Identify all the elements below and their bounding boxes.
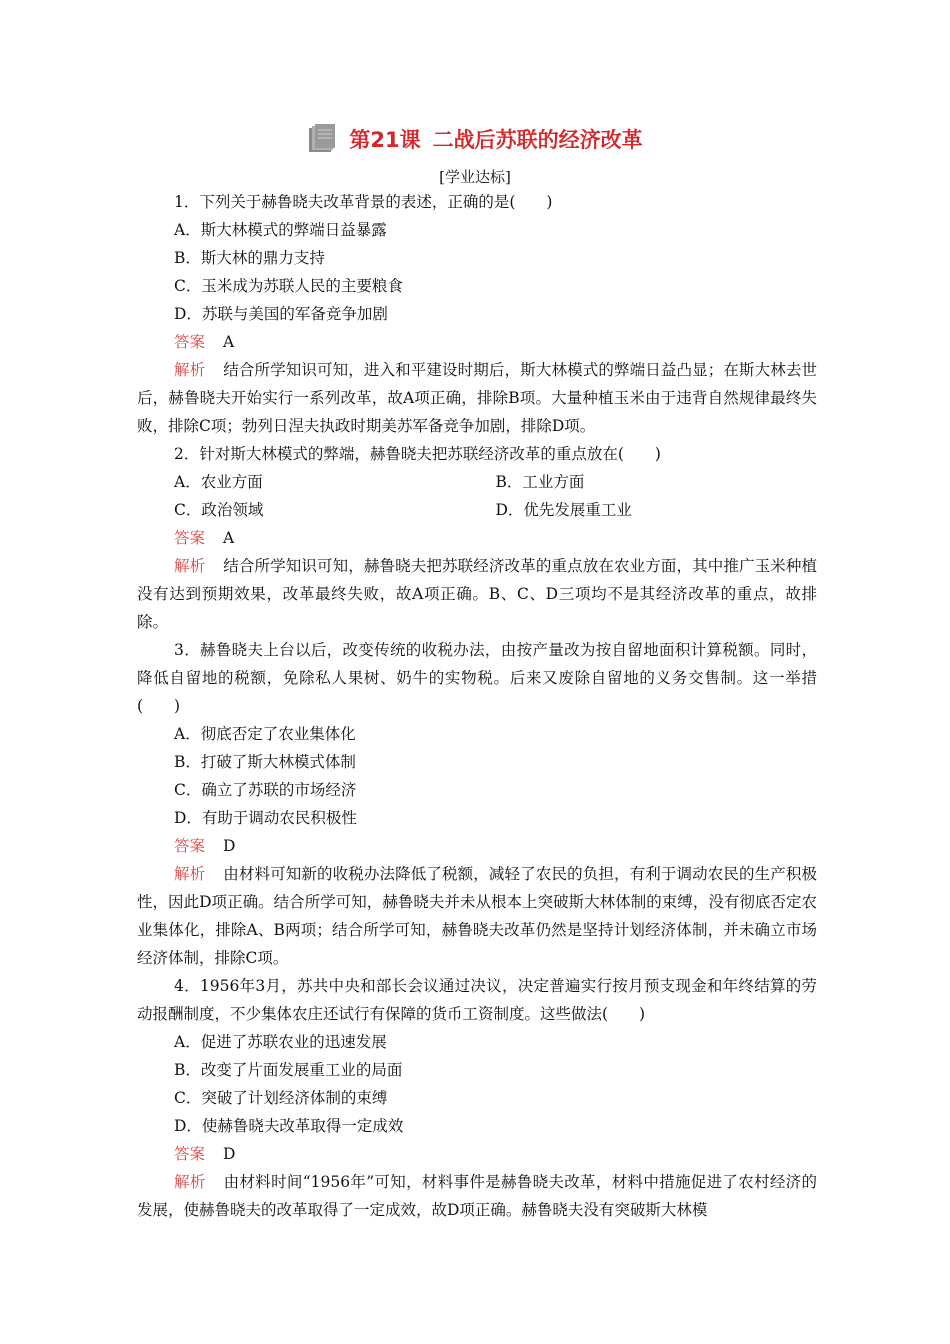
- q4-option-a: A．促进了苏联农业的迅速发展: [174, 1033, 387, 1051]
- analysis-label: 解析: [174, 865, 206, 883]
- q1-analysis-row: [137, 356, 817, 440]
- q1-option-c: C．玉米成为苏联人民的主要粮食: [174, 277, 403, 295]
- q3-analysis: 由材料可知新的收税办法降低了税额，减轻了农民的负担，有利于调动农民的生产积极性，因此D项正确。结合所学可知，赫鲁晓夫并未从根本上突破斯大林体制的束缚，没有彻底否定农业集体化，排除A、B两项；结合所学可知，赫鲁晓夫改革仍然是坚持计划经济体制，并未确立市场经济体制，排除C项。: [137, 865, 817, 967]
- analysis-label: 解析: [174, 361, 206, 379]
- q4-answer-row: [137, 1140, 817, 1168]
- q4-option-d: D．使赫鲁晓夫改革取得一定成效: [174, 1117, 404, 1135]
- q2-stem: 2．针对斯大林模式的弊端，赫鲁晓夫把苏联经济改革的重点放在( ): [174, 445, 661, 463]
- analysis-label: 解析: [174, 557, 206, 575]
- q4-stem: 4．1956年3月，苏共中央和部长会议通过决议，决定普遍实行按月预支现金和年终结算的劳动报酬制度，不少集体农庄还试行有保障的货币工资制度。这些做法( ): [137, 977, 817, 1023]
- q2-answer-row: [137, 524, 817, 552]
- q3-option-d: D．有助于调动农民积极性: [174, 809, 357, 827]
- answer-label: 答案: [174, 333, 206, 351]
- q3-stem: 3．赫鲁晓夫上台以后，改变传统的收税办法，由按产量改为按自留地面积计算税额。同时，降低自留地的税额，免除私人果树、奶牛的实物税。后来又废除自留地的义务交售制。这一举措( ): [137, 641, 817, 715]
- lesson-number: 第21课: [349, 128, 421, 152]
- q1-option-a: A．斯大林模式的弊端日益暴露: [174, 221, 387, 239]
- q2-answer: A: [223, 529, 235, 547]
- q3-answer: D: [223, 837, 236, 855]
- q2-options-row-1: [137, 468, 817, 496]
- q2-analysis-row: [137, 552, 817, 636]
- q2-option-d: D．优先发展重工业: [495, 501, 632, 519]
- analysis-label: 解析: [174, 1173, 206, 1191]
- q4-analysis-row: [137, 1168, 817, 1224]
- q4-analysis: 由材料时间“1956年”可知，材料事件是赫鲁晓夫改革，材料中措施促进了农村经济的发展，使赫鲁晓夫的改革取得了一定成效，故D项正确。赫鲁晓夫没有突破斯大林模: [137, 1173, 817, 1219]
- q2-option-c: C．政治领域: [174, 501, 264, 519]
- page-title: [307, 124, 642, 154]
- title-bar: [0, 124, 950, 158]
- book-icon: [307, 124, 337, 154]
- q1-answer: A: [223, 333, 235, 351]
- q4-option-c: C．突破了计划经济体制的束缚: [174, 1089, 388, 1107]
- q3-answer-row: [137, 832, 817, 860]
- answer-label: 答案: [174, 1145, 206, 1163]
- q2-options-row-2: [137, 496, 817, 524]
- q1-option-b: B．斯大林的鼎力支持: [174, 249, 325, 267]
- q1-answer-row: [137, 328, 817, 356]
- q3-option-c: C．确立了苏联的市场经济: [174, 781, 357, 799]
- q2-analysis: 结合所学知识可知，赫鲁晓夫把苏联经济改革的重点放在农业方面，其中推广玉米种植没有达到预期效果，改革最终失败，故A项正确。B、C、D三项均不是其经济改革的重点，故排除。: [137, 557, 817, 631]
- q1-option-d: D．苏联与美国的军备竞争加剧: [174, 305, 388, 323]
- q3-option-a: A．彻底否定了农业集体化: [174, 725, 356, 743]
- q1-stem: 1．下列关于赫鲁晓夫改革背景的表述，正确的是( ): [174, 193, 553, 211]
- q3-option-b: B．打破了斯大林模式体制: [174, 753, 356, 771]
- section-tag: [学业达标]: [439, 168, 511, 186]
- q3-analysis-row: [137, 860, 817, 972]
- answer-label: 答案: [174, 529, 206, 547]
- q4-option-b: B．改变了片面发展重工业的局面: [174, 1061, 403, 1079]
- q2-option-b: B．工业方面: [495, 473, 585, 491]
- q2-option-a: A．农业方面: [174, 473, 263, 491]
- lesson-title: 二战后苏联的经济改革: [432, 128, 643, 152]
- answer-label: 答案: [174, 837, 206, 855]
- q1-analysis: 结合所学知识可知，进入和平建设时期后，斯大林模式的弊端日益凸显；在斯大林去世后，赫鲁晓夫开始实行一系列改革，故A项正确，排除B项。大量种植玉米由于违背自然规律最终失败，排除C项；勃列日涅夫执政时期美苏军备竞争加剧，排除D项。: [137, 361, 817, 435]
- q4-answer: D: [223, 1145, 236, 1163]
- question-list: [137, 188, 817, 1224]
